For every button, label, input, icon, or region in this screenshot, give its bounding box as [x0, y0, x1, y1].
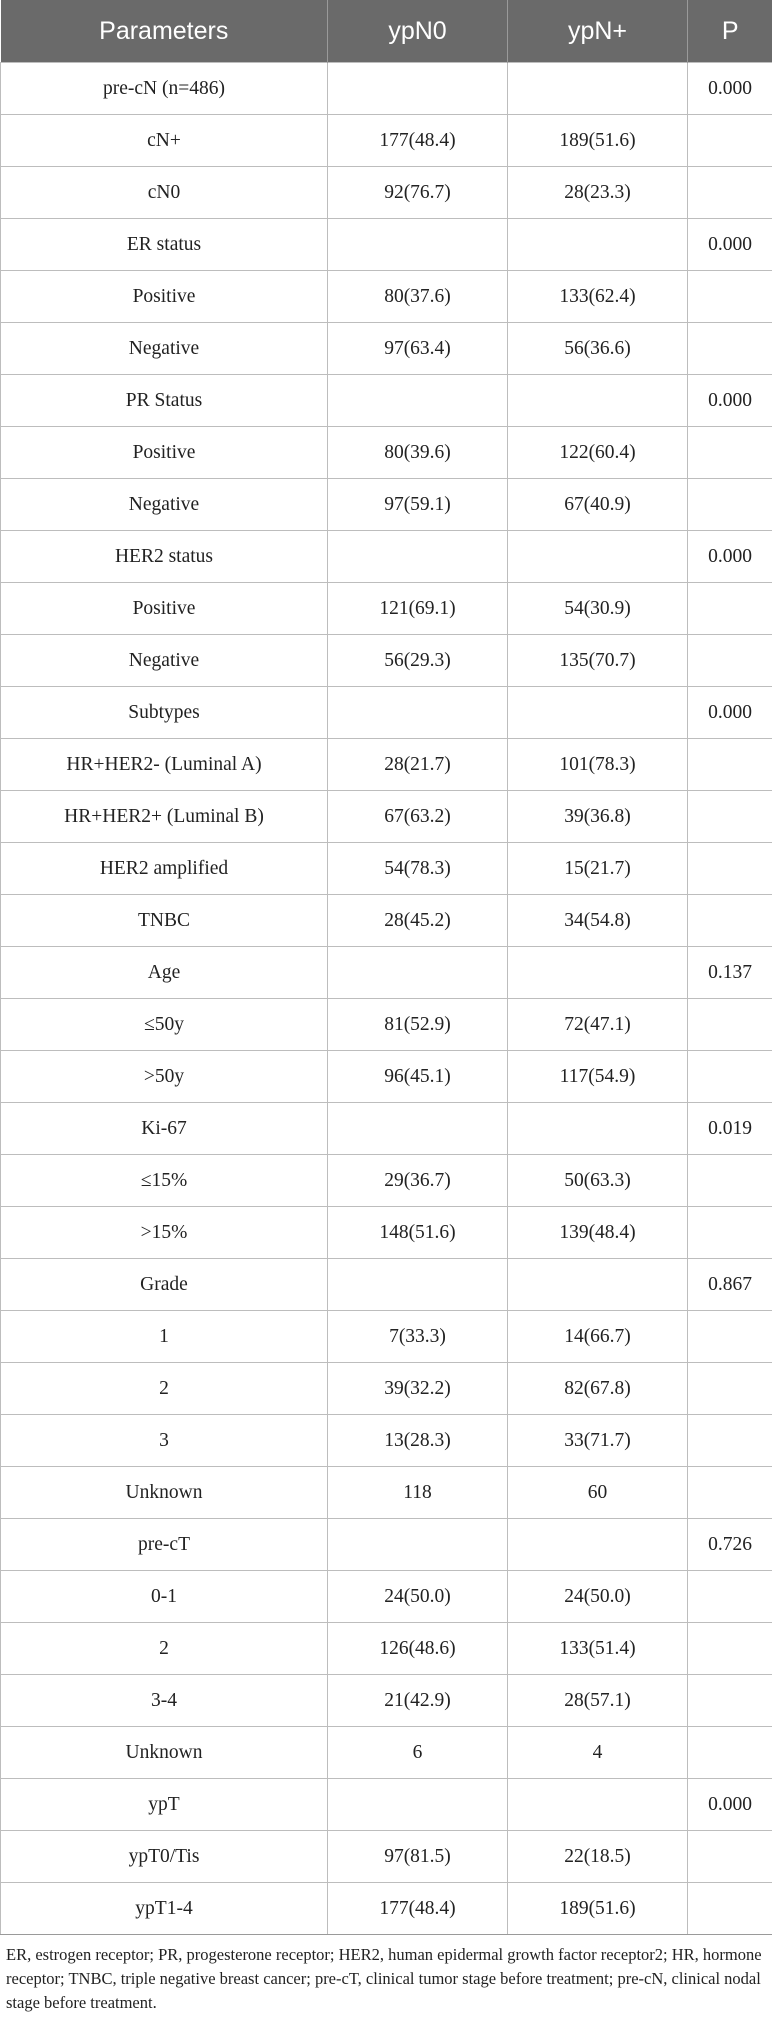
- cell-ypn0: 80(37.6): [328, 271, 508, 323]
- cell-ypn-plus: 117(54.9): [508, 1051, 688, 1103]
- cell-ypn0: 67(63.2): [328, 791, 508, 843]
- cell-parameter: Age: [1, 947, 328, 999]
- table-row: [1, 167, 772, 219]
- cell-ypn0: 21(42.9): [328, 1675, 508, 1727]
- cell-ypn0: 118: [328, 1467, 508, 1519]
- cell-p: 0.000: [688, 531, 772, 583]
- cell-ypn-plus: [508, 1519, 688, 1571]
- cell-parameter: pre-cN (n=486): [1, 63, 328, 115]
- cell-ypn0: 148(51.6): [328, 1207, 508, 1259]
- table-row: [1, 1519, 772, 1571]
- table-row: [1, 1363, 772, 1415]
- cell-ypn0: 24(50.0): [328, 1571, 508, 1623]
- cell-parameter: Positive: [1, 271, 328, 323]
- cell-p: [688, 1571, 772, 1623]
- table-row: [1, 843, 772, 895]
- cell-p: [688, 1311, 772, 1363]
- cell-p: 0.726: [688, 1519, 772, 1571]
- cell-ypn0: 80(39.6): [328, 427, 508, 479]
- table-row: [1, 63, 772, 115]
- cell-parameter: 2: [1, 1623, 328, 1675]
- cell-p: [688, 1727, 772, 1779]
- cell-ypn0: 28(21.7): [328, 739, 508, 791]
- cell-ypn-plus: 189(51.6): [508, 1883, 688, 1935]
- table-row: [1, 583, 772, 635]
- cell-ypn0: [328, 1103, 508, 1155]
- cell-parameter: PR Status: [1, 375, 328, 427]
- cell-ypn-plus: 24(50.0): [508, 1571, 688, 1623]
- cell-parameter: Ki-67: [1, 1103, 328, 1155]
- table-row: [1, 531, 772, 583]
- cell-p: [688, 271, 772, 323]
- cell-ypn0: 97(81.5): [328, 1831, 508, 1883]
- cell-parameter: pre-cT: [1, 1519, 328, 1571]
- cell-p: 0.000: [688, 687, 772, 739]
- cell-ypn0: [328, 531, 508, 583]
- cell-ypn0: [328, 687, 508, 739]
- cell-p: [688, 739, 772, 791]
- cell-p: [688, 479, 772, 531]
- cell-p: [688, 1883, 772, 1935]
- table-row: [1, 271, 772, 323]
- cell-p: [688, 895, 772, 947]
- cell-parameter: TNBC: [1, 895, 328, 947]
- cell-parameter: 1: [1, 1311, 328, 1363]
- cell-ypn-plus: 72(47.1): [508, 999, 688, 1051]
- cell-ypn0: 7(33.3): [328, 1311, 508, 1363]
- cell-ypn-plus: 101(78.3): [508, 739, 688, 791]
- cell-ypn-plus: 15(21.7): [508, 843, 688, 895]
- cell-ypn0: 29(36.7): [328, 1155, 508, 1207]
- cell-ypn-plus: 22(18.5): [508, 1831, 688, 1883]
- cell-p: [688, 427, 772, 479]
- table-row: [1, 1103, 772, 1155]
- table-row: [1, 1727, 772, 1779]
- table-row: [1, 1311, 772, 1363]
- cell-p: [688, 115, 772, 167]
- cell-ypn0: [328, 63, 508, 115]
- cell-parameter: HR+HER2+ (Luminal B): [1, 791, 328, 843]
- cell-ypn-plus: 54(30.9): [508, 583, 688, 635]
- cell-p: [688, 1467, 772, 1519]
- cell-ypn-plus: [508, 531, 688, 583]
- cell-parameter: 3: [1, 1415, 328, 1467]
- cell-ypn0: 177(48.4): [328, 1883, 508, 1935]
- cell-p: 0.137: [688, 947, 772, 999]
- cell-ypn-plus: [508, 687, 688, 739]
- cell-ypn0: 177(48.4): [328, 115, 508, 167]
- cell-ypn0: 56(29.3): [328, 635, 508, 687]
- table-row: [1, 427, 772, 479]
- cell-ypn-plus: 14(66.7): [508, 1311, 688, 1363]
- table-row: [1, 115, 772, 167]
- cell-parameter: Unknown: [1, 1467, 328, 1519]
- cell-ypn-plus: 139(48.4): [508, 1207, 688, 1259]
- header-row: [1, 0, 772, 63]
- cell-ypn-plus: 39(36.8): [508, 791, 688, 843]
- cell-parameter: Positive: [1, 583, 328, 635]
- cell-parameter: Negative: [1, 635, 328, 687]
- cell-ypn0: 96(45.1): [328, 1051, 508, 1103]
- cell-ypn-plus: [508, 63, 688, 115]
- cell-p: 0.019: [688, 1103, 772, 1155]
- cell-p: [688, 1675, 772, 1727]
- cell-ypn-plus: [508, 1103, 688, 1155]
- table-row: [1, 1623, 772, 1675]
- cell-p: 0.000: [688, 375, 772, 427]
- cell-parameter: Negative: [1, 323, 328, 375]
- header-ypn-plus: ypN+: [508, 0, 688, 63]
- cell-ypn0: [328, 1519, 508, 1571]
- cell-parameter: Subtypes: [1, 687, 328, 739]
- cell-parameter: ypT0/Tis: [1, 1831, 328, 1883]
- table-row: [1, 1675, 772, 1727]
- cell-ypn0: 121(69.1): [328, 583, 508, 635]
- table-footnote: ER, estrogen receptor; PR, progesterone receptor; HER2, human epidermal growth factor receptor2; HR, hormone receptor; TNBC, triple negative breast cancer; pre-cT, clinical tumor stage before treatment; pre-cN, clinical nodal stage before treatment.: [6, 1945, 762, 2012]
- cell-parameter: cN+: [1, 115, 328, 167]
- cell-parameter: 2: [1, 1363, 328, 1415]
- cell-ypn-plus: 135(70.7): [508, 635, 688, 687]
- table-row: [1, 375, 772, 427]
- cell-ypn-plus: [508, 219, 688, 271]
- cell-ypn-plus: [508, 375, 688, 427]
- cell-ypn-plus: 50(63.3): [508, 1155, 688, 1207]
- cell-parameter: ≤50y: [1, 999, 328, 1051]
- cell-p: [688, 583, 772, 635]
- cell-ypn0: 6: [328, 1727, 508, 1779]
- table-row: [1, 1051, 772, 1103]
- cell-p: 0.000: [688, 63, 772, 115]
- cell-parameter: Negative: [1, 479, 328, 531]
- table-row: [1, 687, 772, 739]
- table-row: [1, 1467, 772, 1519]
- cell-p: [688, 1207, 772, 1259]
- cell-p: [688, 791, 772, 843]
- table-row: [1, 1207, 772, 1259]
- cell-ypn-plus: [508, 947, 688, 999]
- cell-parameter: 3-4: [1, 1675, 328, 1727]
- cell-parameter: HR+HER2- (Luminal A): [1, 739, 328, 791]
- cell-ypn0: 39(32.2): [328, 1363, 508, 1415]
- cell-ypn0: [328, 1779, 508, 1831]
- cell-p: 0.000: [688, 219, 772, 271]
- cell-ypn-plus: 122(60.4): [508, 427, 688, 479]
- table-body: [1, 63, 772, 1935]
- cell-ypn0: 54(78.3): [328, 843, 508, 895]
- table-row: [1, 479, 772, 531]
- cell-ypn0: [328, 375, 508, 427]
- cell-ypn-plus: 33(71.7): [508, 1415, 688, 1467]
- header-ypn0: ypN0: [328, 0, 508, 63]
- cell-parameter: ypT1-4: [1, 1883, 328, 1935]
- table-row: [1, 739, 772, 791]
- cell-ypn-plus: 133(51.4): [508, 1623, 688, 1675]
- table-row: [1, 895, 772, 947]
- cell-ypn-plus: 28(23.3): [508, 167, 688, 219]
- table-row: [1, 1415, 772, 1467]
- cell-ypn-plus: 56(36.6): [508, 323, 688, 375]
- cell-p: [688, 1415, 772, 1467]
- cell-ypn0: 28(45.2): [328, 895, 508, 947]
- cell-ypn-plus: 4: [508, 1727, 688, 1779]
- table-row: [1, 1259, 772, 1311]
- cell-p: [688, 1623, 772, 1675]
- cell-ypn-plus: [508, 1259, 688, 1311]
- table-row: [1, 1831, 772, 1883]
- cell-p: [688, 843, 772, 895]
- cell-p: [688, 999, 772, 1051]
- cell-parameter: ≤15%: [1, 1155, 328, 1207]
- table-row: [1, 1779, 772, 1831]
- table-row: [1, 947, 772, 999]
- cell-p: [688, 1051, 772, 1103]
- cell-parameter: 0-1: [1, 1571, 328, 1623]
- cell-ypn-plus: [508, 1779, 688, 1831]
- cell-ypn0: [328, 947, 508, 999]
- cell-p: [688, 1363, 772, 1415]
- cell-parameter: cN0: [1, 167, 328, 219]
- table-row: [1, 1155, 772, 1207]
- table-row: [1, 791, 772, 843]
- cell-ypn0: 97(63.4): [328, 323, 508, 375]
- table-row: [1, 323, 772, 375]
- cell-p: [688, 323, 772, 375]
- table-row: [1, 999, 772, 1051]
- table-row: [1, 219, 772, 271]
- cell-ypn0: 13(28.3): [328, 1415, 508, 1467]
- cell-p: 0.867: [688, 1259, 772, 1311]
- cell-ypn-plus: 67(40.9): [508, 479, 688, 531]
- table-row: [1, 1571, 772, 1623]
- cell-ypn0: [328, 219, 508, 271]
- header-p: P: [688, 0, 772, 63]
- cell-ypn-plus: 60: [508, 1467, 688, 1519]
- cell-parameter: ER status: [1, 219, 328, 271]
- cell-parameter: Grade: [1, 1259, 328, 1311]
- cell-ypn0: 97(59.1): [328, 479, 508, 531]
- cell-parameter: >15%: [1, 1207, 328, 1259]
- cell-ypn0: [328, 1259, 508, 1311]
- cell-ypn-plus: 82(67.8): [508, 1363, 688, 1415]
- table-row: [1, 1883, 772, 1935]
- header-parameters: Parameters: [1, 0, 328, 63]
- cell-parameter: Positive: [1, 427, 328, 479]
- cell-parameter: HER2 amplified: [1, 843, 328, 895]
- cell-p: [688, 635, 772, 687]
- cell-ypn0: 126(48.6): [328, 1623, 508, 1675]
- cell-ypn0: 81(52.9): [328, 999, 508, 1051]
- table-row: [1, 635, 772, 687]
- cell-p: [688, 167, 772, 219]
- cell-ypn-plus: 34(54.8): [508, 895, 688, 947]
- cell-parameter: ypT: [1, 1779, 328, 1831]
- cell-ypn-plus: 133(62.4): [508, 271, 688, 323]
- cell-p: [688, 1831, 772, 1883]
- cell-parameter: Unknown: [1, 1727, 328, 1779]
- cell-ypn-plus: 189(51.6): [508, 115, 688, 167]
- cell-ypn0: 92(76.7): [328, 167, 508, 219]
- cell-parameter: >50y: [1, 1051, 328, 1103]
- cell-p: [688, 1155, 772, 1207]
- cell-ypn-plus: 28(57.1): [508, 1675, 688, 1727]
- cell-parameter: HER2 status: [1, 531, 328, 583]
- cell-p: 0.000: [688, 1779, 772, 1831]
